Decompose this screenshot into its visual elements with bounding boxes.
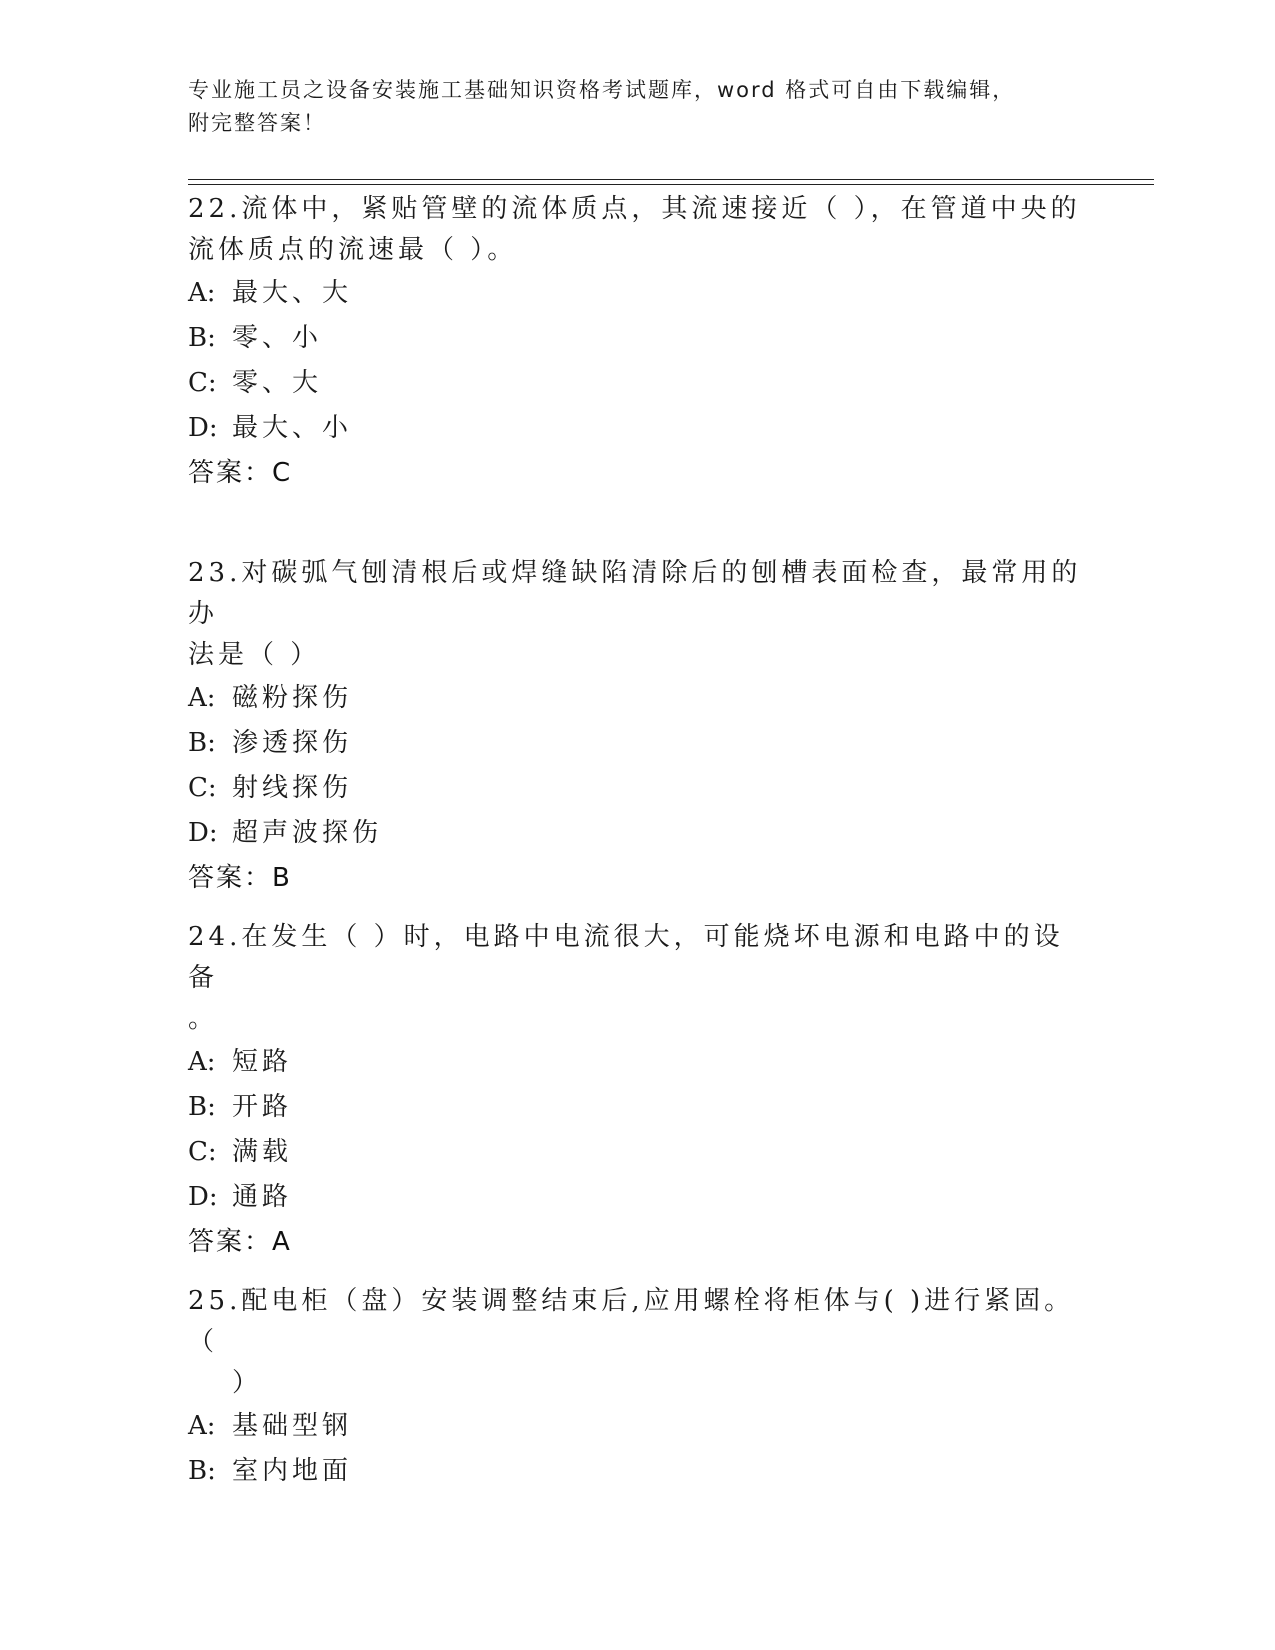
option-text: 渗透探伤	[232, 728, 353, 758]
option-letter: B:	[188, 1456, 216, 1486]
answer-line: 答案：B	[188, 863, 292, 893]
header-divider-bottom	[188, 184, 1154, 185]
option-a	[188, 271, 1088, 316]
option-text: 基础型钢	[232, 1411, 353, 1441]
option-text: 满载	[232, 1137, 293, 1167]
option-text: 零、大	[232, 368, 323, 398]
option-c	[188, 361, 1088, 406]
option-letter: C:	[188, 773, 217, 803]
option-letter: D:	[188, 818, 218, 848]
option-text: 最大、小	[232, 413, 353, 443]
option-d	[188, 1175, 1088, 1220]
option-d	[188, 811, 1088, 856]
option-letter: A:	[188, 278, 216, 308]
question-stem-line-1: 22.流体中，紧贴管壁的流体质点，其流速接近（ ），在管道中央的	[188, 194, 1081, 224]
option-d	[188, 406, 1088, 451]
question-24	[188, 917, 1088, 1265]
option-text: 开路	[232, 1092, 293, 1122]
document-header	[188, 74, 1088, 140]
option-a	[188, 1404, 1088, 1449]
option-text: 短路	[232, 1047, 293, 1077]
option-letter: B:	[188, 728, 216, 758]
header-divider-top	[188, 179, 1154, 180]
question-stem-line-2: 法是（ ）	[188, 640, 321, 670]
option-letter: A:	[188, 683, 216, 713]
option-c	[188, 1130, 1088, 1175]
option-text: 超声波探伤	[232, 818, 383, 848]
option-text: 通路	[232, 1182, 293, 1212]
question-22	[188, 189, 1088, 496]
option-b	[188, 316, 1088, 361]
question-stem-line-2: ）	[232, 1368, 263, 1398]
option-text: 射线探伤	[232, 773, 353, 803]
option-letter: A:	[188, 1411, 216, 1441]
question-stem-line-2: 流体质点的流速最（ ）。	[188, 235, 518, 265]
header-line-2: 附完整答案！	[188, 111, 326, 135]
option-letter: D:	[188, 1182, 218, 1212]
option-letter: B:	[188, 1092, 216, 1122]
question-25	[188, 1281, 1088, 1494]
option-text: 零、小	[232, 323, 323, 353]
option-text: 室内地面	[232, 1456, 353, 1486]
question-23	[188, 553, 1088, 901]
question-stem-line-1: 25.配电柜（盘）安装调整结束后,应用螺栓将柜体与( )进行紧固。（	[188, 1286, 1075, 1357]
option-c	[188, 766, 1088, 811]
option-letter: C:	[188, 368, 217, 398]
question-stem-line-2: 。	[188, 1004, 219, 1034]
option-letter: A:	[188, 1047, 216, 1077]
option-text: 最大、大	[232, 278, 353, 308]
option-letter: B:	[188, 323, 216, 353]
answer-line: 答案：C	[188, 458, 293, 488]
option-b	[188, 721, 1088, 766]
option-b	[188, 1449, 1088, 1494]
option-b	[188, 1085, 1088, 1130]
header-line-1: 专业施工员之设备安装施工基础知识资格考试题库，word 格式可自由下载编辑，	[188, 78, 1016, 102]
option-letter: D:	[188, 413, 218, 443]
question-stem-line-1: 24.在发生（ ）时，电路中电流很大，可能烧坏电源和电路中的设备	[188, 922, 1064, 993]
option-a	[188, 676, 1088, 721]
answer-line: 答案：A	[188, 1227, 292, 1257]
option-text: 磁粉探伤	[232, 683, 353, 713]
option-letter: C:	[188, 1137, 217, 1167]
option-a	[188, 1040, 1088, 1085]
question-stem-line-1: 23.对碳弧气刨清根后或焊缝缺陷清除后的刨槽表面检查，最常用的办	[188, 558, 1082, 629]
